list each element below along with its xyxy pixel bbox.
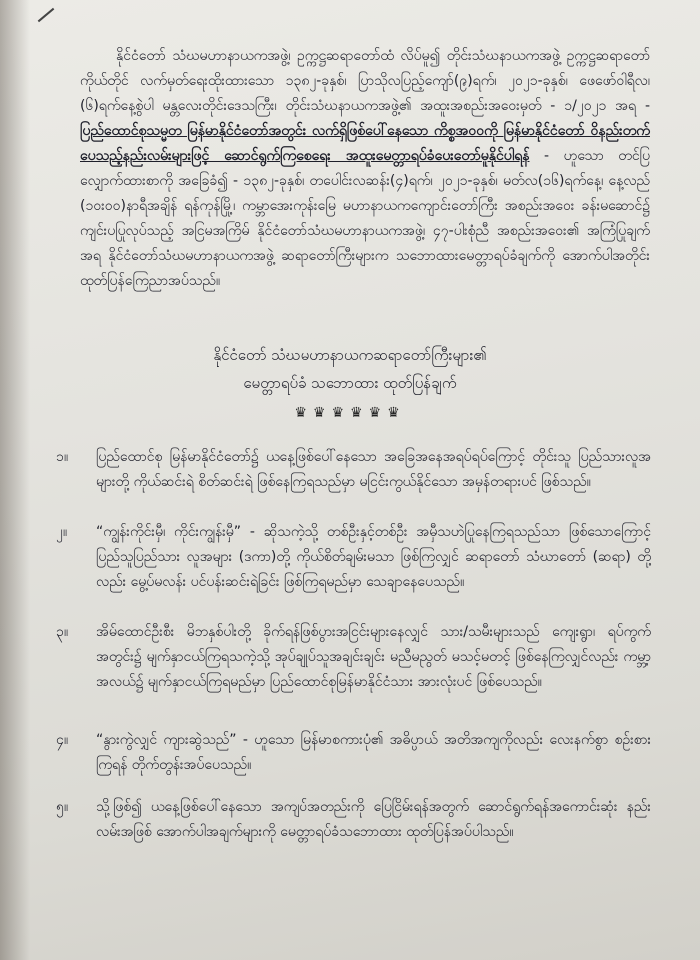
item-text: သို့ဖြစ်၍ ယနေ့ဖြစ်ပေါ်နေသော အကျပ်အတည်းကို ပြေငြိမ်းရန်အတွက် ဆောင်ရွက်ရန်အကောင်းဆုံး နည်းလမ်းအဖြစ် အောက်ပါအချက်များကို မေတ္တာရပ်ခံသဘောထား ထုတ်ပြန်အပ်ပါသည်။ (96, 799, 651, 840)
intro-underlined-text: ပြည်ထောင်စုသမ္မတ မြန်မာနိုင်ငံတော်အတွင်း လက်ရှိဖြစ်ပေါ်နေသော ကိစ္စအဝဝကို မြန်မာနိုင်ငံတော် ဝိနည်းတက်ပေသည့်နည်းလမ်းများဖြင့် ဆောင်ရွက်ကြစေရေး အထူးမေတ္တာရပ်ခံပေးတော်မူနိုင်ပါရန် (80, 123, 650, 164)
ornament-divider: ♛♛♛♛♛♛ (294, 405, 406, 421)
intro-text-part1: နိုင်ငံတော် သံဃမဟာနာယကအဖွဲ့၊ ဥက္ကဋ္ဌဆရာတော်ထံ လိပ်မူ၍ တိုင်းသံဃနာယကအဖွဲ့ ဥက္ကဋ္ဌဆရာတော်ကိုယ်တိုင် လက်မှတ်ရေးထိုးထားသော ၁၃၈၂-ခုနှစ်၊ ပြာသိုလပြည့်ကျော်(၉)ရက်၊ ၂၀၂၁-ခုနှစ်၊ ဖေဖော်ဝါရီလ၊ (၆)ရက်နေ့စွဲပါ မန္တလေးတိုင်းဒေသကြီး၊ တိုင်းသံဃနာယကအဖွဲ့၏ အထူးအစည်းအဝေးမှတ် - ၁/၂၀၂၁ အရ - (80, 48, 650, 114)
heading-line2: မေတ္တာရပ်ခံ သဘောထား ထုတ်ပြန်ချက် (243, 374, 457, 392)
intro-paragraph (80, 44, 650, 294)
item-number: ၄။ (56, 732, 69, 748)
item-text: “နွားကွဲလျှင် ကျားဆွဲသည်” - ဟူသော မြန်မာစကားပုံ၏ အဓိပ္ပာယ် အတိအကျကိုလည်း လေးနက်စွာ စဉ်းစားကြရန် တိုက်တွန်းအပ်ပေသည်။ (96, 732, 651, 773)
item-number: ၅။ (56, 799, 69, 815)
item-number: ၂။ (56, 524, 68, 540)
item-text: အိမ်ထောင်ဦးစီး မိဘနှစ်ပါးတို့ ခိုက်ရန်ဖြစ်ပွားအငြင်းများနေလျှင် သား/သမီးများသည် ကျေးရွာ၊ ရပ်ကွက်အတွင်း၌ မျက်နှာငယ်ကြရသကဲ့သို့ အုပ်ချုပ်သူအချင်းချင်း မညီမညွတ် မသင့်မတင့် ဖြစ်နေကြလျှင်လည်း ကမ္ဘာ့အလယ်၌ မျက်နှာငယ်ကြရမည်မှာ ပြည်ထောင်စုမြန်မာနိုင်ငံသား အားလုံးပင် ဖြစ်ပေသည်။ (96, 624, 651, 690)
item-number: ၁။ (56, 449, 69, 465)
intro-text-part2: - ဟူသော တင်ပြလျှောက်ထားစာကို အခြေခံ၍ - ၁၃၈၂-ခုနှစ်၊ တပေါင်းလဆန်း(၄)ရက်၊ ၂၀၂၁-ခုနှစ်၊ မတ်လ(၁၆)ရက်နေ့၊ နေ့လည် (၁၀း၀၀)နာရီအချိန် ရန်ကုန်မြို့၊ ကမ္ဘာအေးကုန်းမြေ မဟာနာယကကျောင်းတော်ကြီး အစည်းအဝေး ခန်းမဆောင်၌ ကျင်းပပြုလုပ်သည့် အငြမအကြိမ် နိုင်ငံတော်သံဃမဟာနာယကအဖွဲ့၊ ၄၇-ပါးစုံညီ အစည်းအဝေး၏ အကြံပြုချက်အရ နိုင်ငံတော်သံဃမဟာနာယကအဖွဲ့ ဆရာတော်ကြီးများက သဘောထားမေတ္တာရပ်ခံချက်ကို အောက်ပါအတိုင်း ထုတ်ပြန်ကြေညာအပ်သည်။ (80, 148, 650, 289)
item-text: ပြည်ထောင်စု မြန်မာနိုင်ငံတော်၌ ယနေ့ဖြစ်ပေါ်နေသော အခြေအနေအရပ်ရပ်ကြောင့် တိုင်းသူ ပြည်သားလူအများတို့ ကိုယ်ဆင်းရဲ စိတ်ဆင်းရဲ ဖြစ်နေကြရသည်မှာ မငြင်းကွယ်နိုင်သော အမှန်တရားပင် ဖြစ်သည်။ (96, 449, 651, 490)
pen-mark (38, 8, 55, 22)
heading-line1: နိုင်ငံတော် သံဃမဟာနာယကဆရာတော်ကြီးများ၏ (213, 346, 487, 364)
item-number: ၃။ (56, 624, 69, 640)
page-shadow (0, 0, 30, 960)
item-text: “ကျွန်းကိုင်းမှီ၊ ကိုင်းကျွန်းမှီ” - ဆိုသကဲ့သို့ တစ်ဦးနှင့်တစ်ဦး အမှီသဟဲပြုနေကြရသည်သာ ဖြစ်သောကြောင့် ပြည်သူပြည်သား လူအများ (ဒကာ)တို့ ကိုယ်စိတ်ချမ်းမသာ ဖြစ်ကြလျှင် ဆရာတော် သံဃာတော် (ဆရာ) တို့လည်း မွေ့ပ်မလန်း ပင်ပန်းဆင်းရဲခြင်း ဖြစ်ကြရမည်မှာ သေချာနေပေသည်။ (96, 524, 651, 590)
